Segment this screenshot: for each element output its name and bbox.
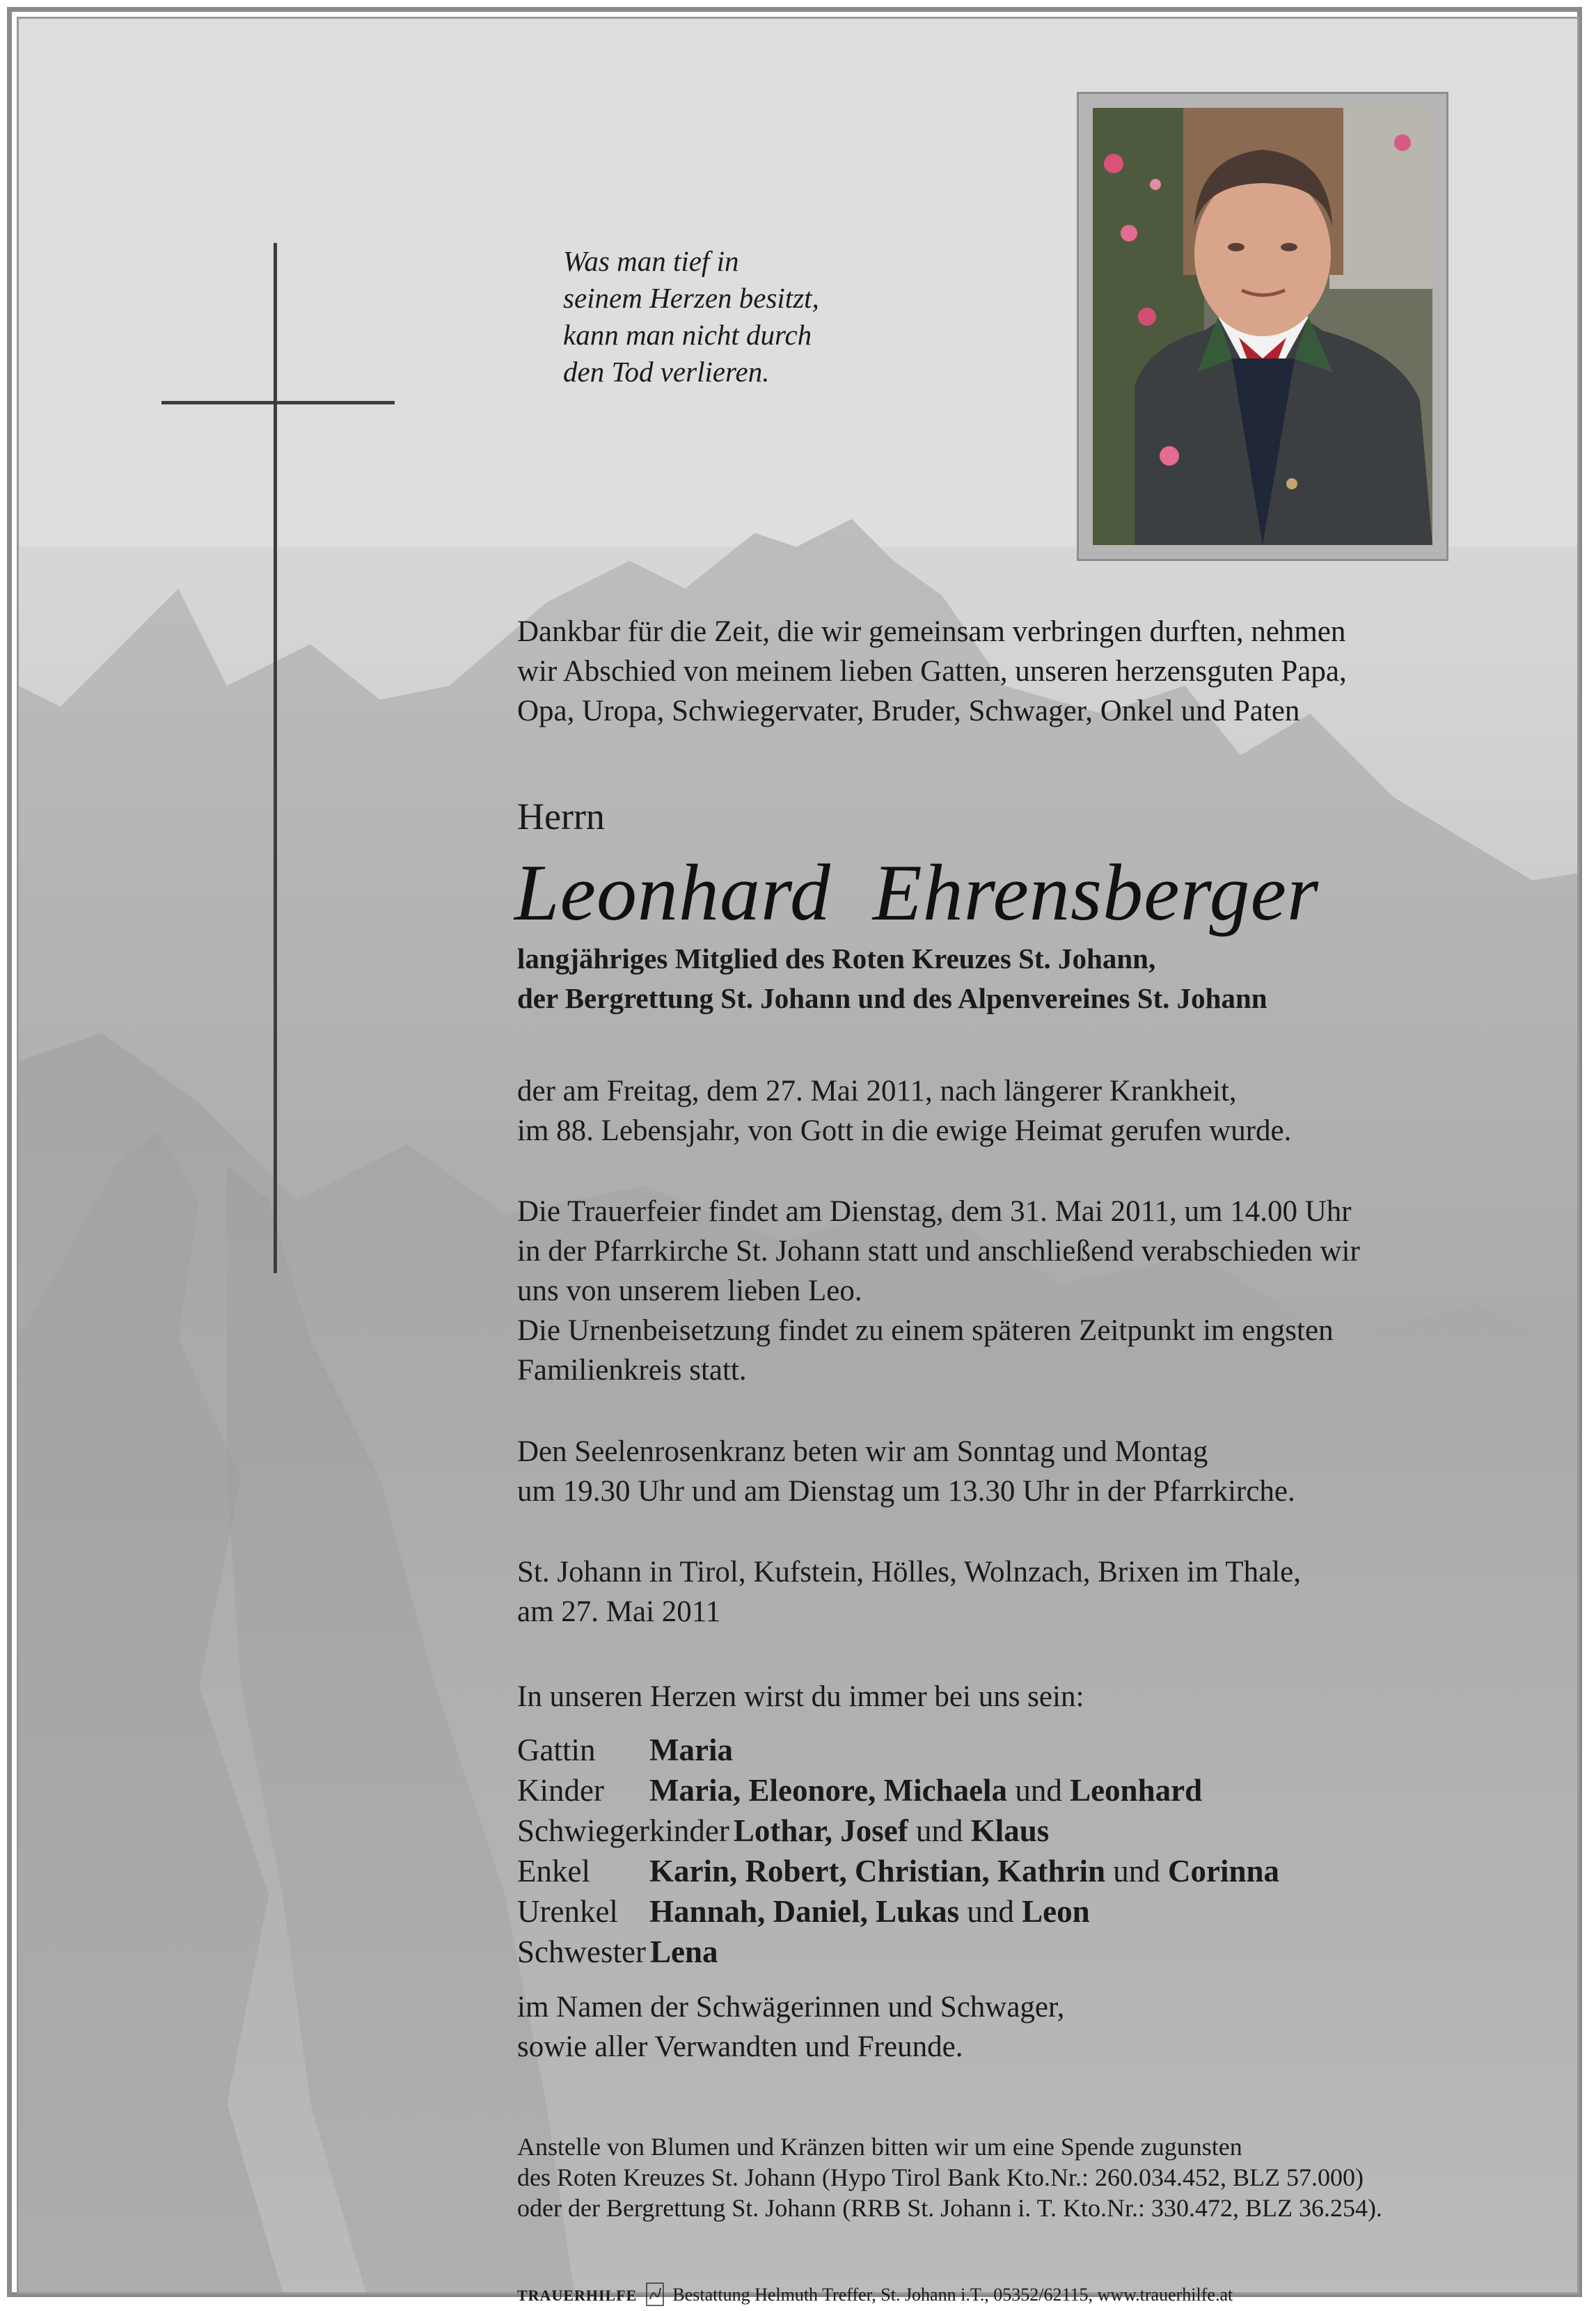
relative-name: Leon <box>1022 1894 1090 1929</box>
relative-row <box>517 1730 1049 1770</box>
relative-role: Gattin <box>517 1733 596 1767</box>
relative-names <box>734 1813 1049 1848</box>
relative-names <box>649 1730 733 1770</box>
relatives-list <box>517 1730 1280 1972</box>
relative-name: Maria, Eleonore, Michaela <box>649 1773 1008 1808</box>
relative-name: Klaus <box>970 1813 1050 1848</box>
relative-role: Schwiegerkinder <box>517 1813 729 1848</box>
funeral-line: Die Trauerfeier findet am Dienstag, dem 31. Mai 2011, um 14.00 Uhr <box>517 1195 1352 1228</box>
hearts-line-text: In unseren Herzen wirst du immer bei uns sein: <box>517 1680 1084 1713</box>
relative-names <box>650 1934 718 1969</box>
relative-role: Kinder <box>517 1773 604 1808</box>
portrait-frame <box>1077 92 1448 561</box>
donation-note <box>517 2131 1382 2223</box>
membership-line: langjähriges Mitglied des Roten Kreuzes St. Johann, <box>517 942 1156 975</box>
intro-paragraph <box>517 612 1347 731</box>
memberships <box>517 939 1267 1018</box>
closing-line: sowie aller Verwandten und Freunde. <box>517 2030 963 2063</box>
trauerhilfe-logo-icon <box>646 2282 664 2306</box>
funeral-line: Familienkreis statt. <box>517 1354 747 1387</box>
intro-line: Opa, Uropa, Schwiegervater, Bruder, Schwager, Onkel und Paten <box>517 695 1300 727</box>
relative-role: Schwester <box>517 1934 646 1969</box>
footer-text: Bestattung Helmuth Treffer, St. Johann i.T., 05352/62115, www.trauerhilfe.at <box>672 2285 1233 2305</box>
donation-line: oder der Bergrettung St. Johann (RRB St. Johann i. T. Kto.Nr.: 330.472, BLZ 36.254). <box>517 2194 1382 2222</box>
conjunction: und <box>908 1813 971 1848</box>
death-notice-line: der am Freitag, dem 27. Mai 2011, nach längerer Krankheit, <box>517 1075 1237 1107</box>
relative-row <box>517 1891 1090 1932</box>
intro-line: Dankbar für die Zeit, die wir gemeinsam verbringen durften, nehmen <box>517 615 1346 648</box>
rosary-line: Den Seelenrosenkranz beten wir am Sonntag und Montag <box>517 1435 1208 1468</box>
closing-line: im Namen der Schwägerinnen und Schwager, <box>517 1991 1065 2024</box>
salutation: Herrn <box>517 796 605 837</box>
relative-names <box>649 1851 1279 1891</box>
quote-line: Was man tief in <box>563 245 739 277</box>
conjunction: und <box>959 1894 1022 1929</box>
quote-line: seinem Herzen besitzt, <box>563 282 819 314</box>
relative-names <box>649 1891 1090 1932</box>
relative-row <box>517 1851 1280 1891</box>
relative-name: Leonhard <box>1070 1773 1203 1808</box>
conjunction: und <box>1105 1854 1169 1888</box>
relative-name: Hannah, Daniel, Lukas <box>649 1894 960 1929</box>
funeral-line: Die Urnenbeisetzung findet zu einem späteren Zeitpunkt im engsten <box>517 1314 1334 1347</box>
relative-row <box>517 1811 1049 1851</box>
conjunction: und <box>1007 1773 1070 1808</box>
cross-icon-bar <box>161 401 395 404</box>
relative-name: Lena <box>649 1934 718 1969</box>
rosary-paragraph <box>517 1432 1295 1511</box>
place-date-line: am 27. Mai 2011 <box>517 1595 721 1628</box>
donation-line: des Roten Kreuzes St. Johann (Hypo Tirol Bank Kto.Nr.: 260.034.452, BLZ 57.000) <box>517 2163 1364 2191</box>
notice-card <box>17 17 1579 2305</box>
rosary-line: um 19.30 Uhr und am Dienstag um 13.30 Uhr in der Pfarrkirche. <box>517 1475 1295 1508</box>
memorial-quote <box>563 243 925 391</box>
membership-line: der Bergrettung St. Johann und des Alpenvereines St. Johann <box>517 982 1267 1014</box>
relative-name: Maria <box>649 1733 733 1767</box>
place-date-line: St. Johann in Tirol, Kufstein, Hölles, Wolnzach, Brixen im Thale, <box>517 1556 1302 1588</box>
death-notice-line: im 88. Lebensjahr, von Gott in die ewige Heimat gerufen wurde. <box>517 1114 1292 1147</box>
cross-icon <box>274 243 277 1273</box>
portrait-photo <box>1093 108 1432 545</box>
relative-row <box>517 1932 1049 1972</box>
closing-paragraph <box>517 1987 1064 2067</box>
relative-role: Enkel <box>517 1854 590 1888</box>
relative-name: Karin, Robert, Christian, Kathrin <box>649 1854 1106 1888</box>
death-notice <box>517 1071 1291 1151</box>
deceased-name: Leonhard Ehrensberger <box>514 849 1320 938</box>
footer-brand: TRAUERHILFE <box>517 2287 638 2304</box>
footer <box>517 2282 1233 2306</box>
relative-row <box>517 1770 1203 1811</box>
relative-role: Urenkel <box>517 1894 618 1929</box>
funeral-paragraph <box>517 1192 1360 1390</box>
intro-line: wir Abschied von meinem lieben Gatten, unseren herzensguten Papa, <box>517 655 1347 688</box>
hearts-line <box>517 1677 1084 1717</box>
relative-names <box>649 1770 1202 1811</box>
quote-line: kann man nicht durch <box>563 319 812 351</box>
donation-line: Anstelle von Blumen und Kränzen bitten wir um eine Spende zugunsten <box>517 2133 1242 2161</box>
funeral-line: uns von unserem lieben Leo. <box>517 1275 862 1307</box>
place-date <box>517 1552 1301 1632</box>
relative-name: Lothar, Josef <box>733 1813 908 1848</box>
relative-name: Corinna <box>1168 1854 1280 1888</box>
quote-line: den Tod verlieren. <box>563 356 770 388</box>
funeral-line: in der Pfarrkirche St. Johann statt und anschließend verabschieden wir <box>517 1235 1360 1268</box>
